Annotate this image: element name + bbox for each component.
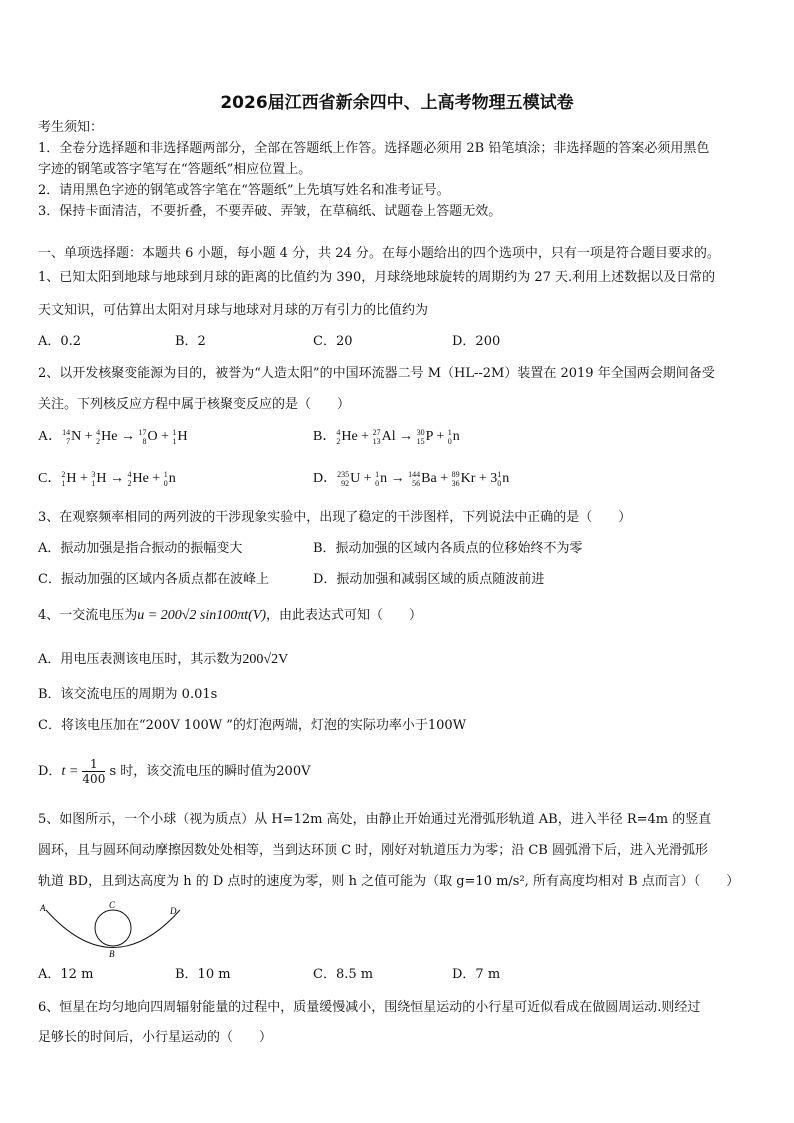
label-c: C [109,900,116,910]
label-b: B [109,949,115,959]
notice-item: 1．全卷分选择题和非选择题两部分，全部在答题纸上作答。选择题必须用 2B 铅笔填涂；非选择题的答案必须用黑色 [38,141,710,156]
question-1-text: 1、已知太阳到地球与地球到月球的距离的比值约为 390，月球绕地球旋转的周期约为 27 天.利用上述数据以及日常的 [38,270,716,285]
q5-option-a: A．12 m [38,967,94,982]
section-heading: 一、单项选择题：本题共 6 小题，每小题 4 分，共 24 分。在每小题给出的四个选项中，只有一项是符合题目要求的。 [38,246,720,261]
arc-track [46,910,180,948]
label-d: D [170,906,177,916]
notice-heading: 考生须知： [38,120,104,135]
q3-option-b: B．振动加强的区域内各质点的位移始终不为零 [313,541,583,556]
question-5-text: 轨道 BD，且到达高度为 h 的 D 点时的速度为零，则 h 之值可能为（取 g=10 m/s², 所有高度均相对 B 点而言）（ ） [38,874,740,889]
q4-option-c: C．将该电压加在“200V 100W ”的灯泡两端，灯泡的实际功率小于100W [38,718,467,733]
question-3-text: 3、在观察频率相同的两列波的干涉现象实验中，出现了稳定的干涉图样，下列说法中正确的是（ ） [38,510,632,525]
question-2-text: 2、以开发核聚变能源为目的，被誉为“人造太阳”的中国环流器二号 M（HL--2M）装置在 2019 年全国两会期间备受 [38,366,715,381]
question-5-text: 5、如图所示，一个小球（视为质点）从 H=12m 高处，由静止开始通过光滑弧形轨道 AB，进入半径 R=4m 的竖直 [38,812,712,827]
notice-item: 字迹的钢笔或答字笔写在“答题纸”相应位置上。 [38,162,312,177]
q4-option-a: A．用电压表测该电压时，其示数为200√2V [38,652,289,667]
notice-item: 2．请用黑色字迹的钢笔或答字笔在“答题纸”上先填写姓名和准考证号。 [38,183,450,198]
q4-option-d: D．t = $\frac{1}{400}$ s 时，该交流电压的瞬时值为200V [38,757,311,786]
label-a: A [40,903,46,913]
question-2-text: 关注。下列核反应方程中属于核聚变反应的是（ ） [38,397,351,412]
question-1-text: 天文知识，可估算出太阳对月球与地球对月球的万有引力的比值约为 [38,303,429,318]
q2-option-c: C． 2 1 H + 3 1 H → 4 2 He + 1 0 n [38,470,176,488]
question-4-text: 4、一交流电压为u = 200√2 sin100πt(V)，由此表达式可知（ ） [38,608,423,623]
loop-circle [95,910,131,946]
q3-option-a: A．振动加强是指合振动的振幅变大 [38,541,243,556]
q2-option-b: B． 4 2 He + 27 13 Al → 30 15 P + 1 0 n [313,428,460,446]
q4-formula: u = 200√2 sin100πt(V) [137,608,267,623]
fraction: $\frac{1}{400}$ [82,757,106,786]
q1-option-a: A．0.2 [38,334,82,349]
q5-option-d: D．7 m [452,967,501,982]
q2-option-a: A． 14 7 N + 4 2 He → 17 8 O + 1 1 H [38,428,188,446]
q5-option-b: B．10 m [175,967,231,982]
question-6-text: 6、恒星在均匀地向四周辐射能量的过程中，质量缓慢减小，围绕恒星运动的小行星可近似看成在做圆周运动.则经过 [38,1000,701,1015]
q2-option-d: D． 235 92 U + 1 0 n → 144 56 Ba + 89 36 Kr + 3 1 0 n [313,470,510,488]
q1-option-d: D．200 [452,334,501,349]
q5-option-c: C．8.5 m [313,967,374,982]
q4-option-b: B．该交流电压的周期为 0.01s [38,687,218,702]
notice-item: 3．保持卡面清洁，不要折叠，不要弄破、弄皱，在草稿纸、试题卷上答题无效。 [38,204,502,219]
q3-option-c: C．振动加强的区域内各质点都在波峰上 [38,572,269,587]
page-title: 2026届江西省新余四中、上高考物理五模试卷 [220,93,574,113]
q1-option-b: B．2 [175,334,206,349]
q1-option-c: C．20 [313,334,353,349]
question-6-text: 足够长的时间后，小行星运动的（ ） [38,1030,273,1045]
question-5-text: 圆环，且与圆环间动摩擦因数处处相等，当到达环顶 C 时，刚好对轨道压力为零；沿 CB 圆弧滑下后，进入光滑弧形 [38,843,708,858]
q3-option-d: D．振动加强和减弱区域的质点随波前进 [313,572,545,587]
track-diagram [38,900,188,960]
